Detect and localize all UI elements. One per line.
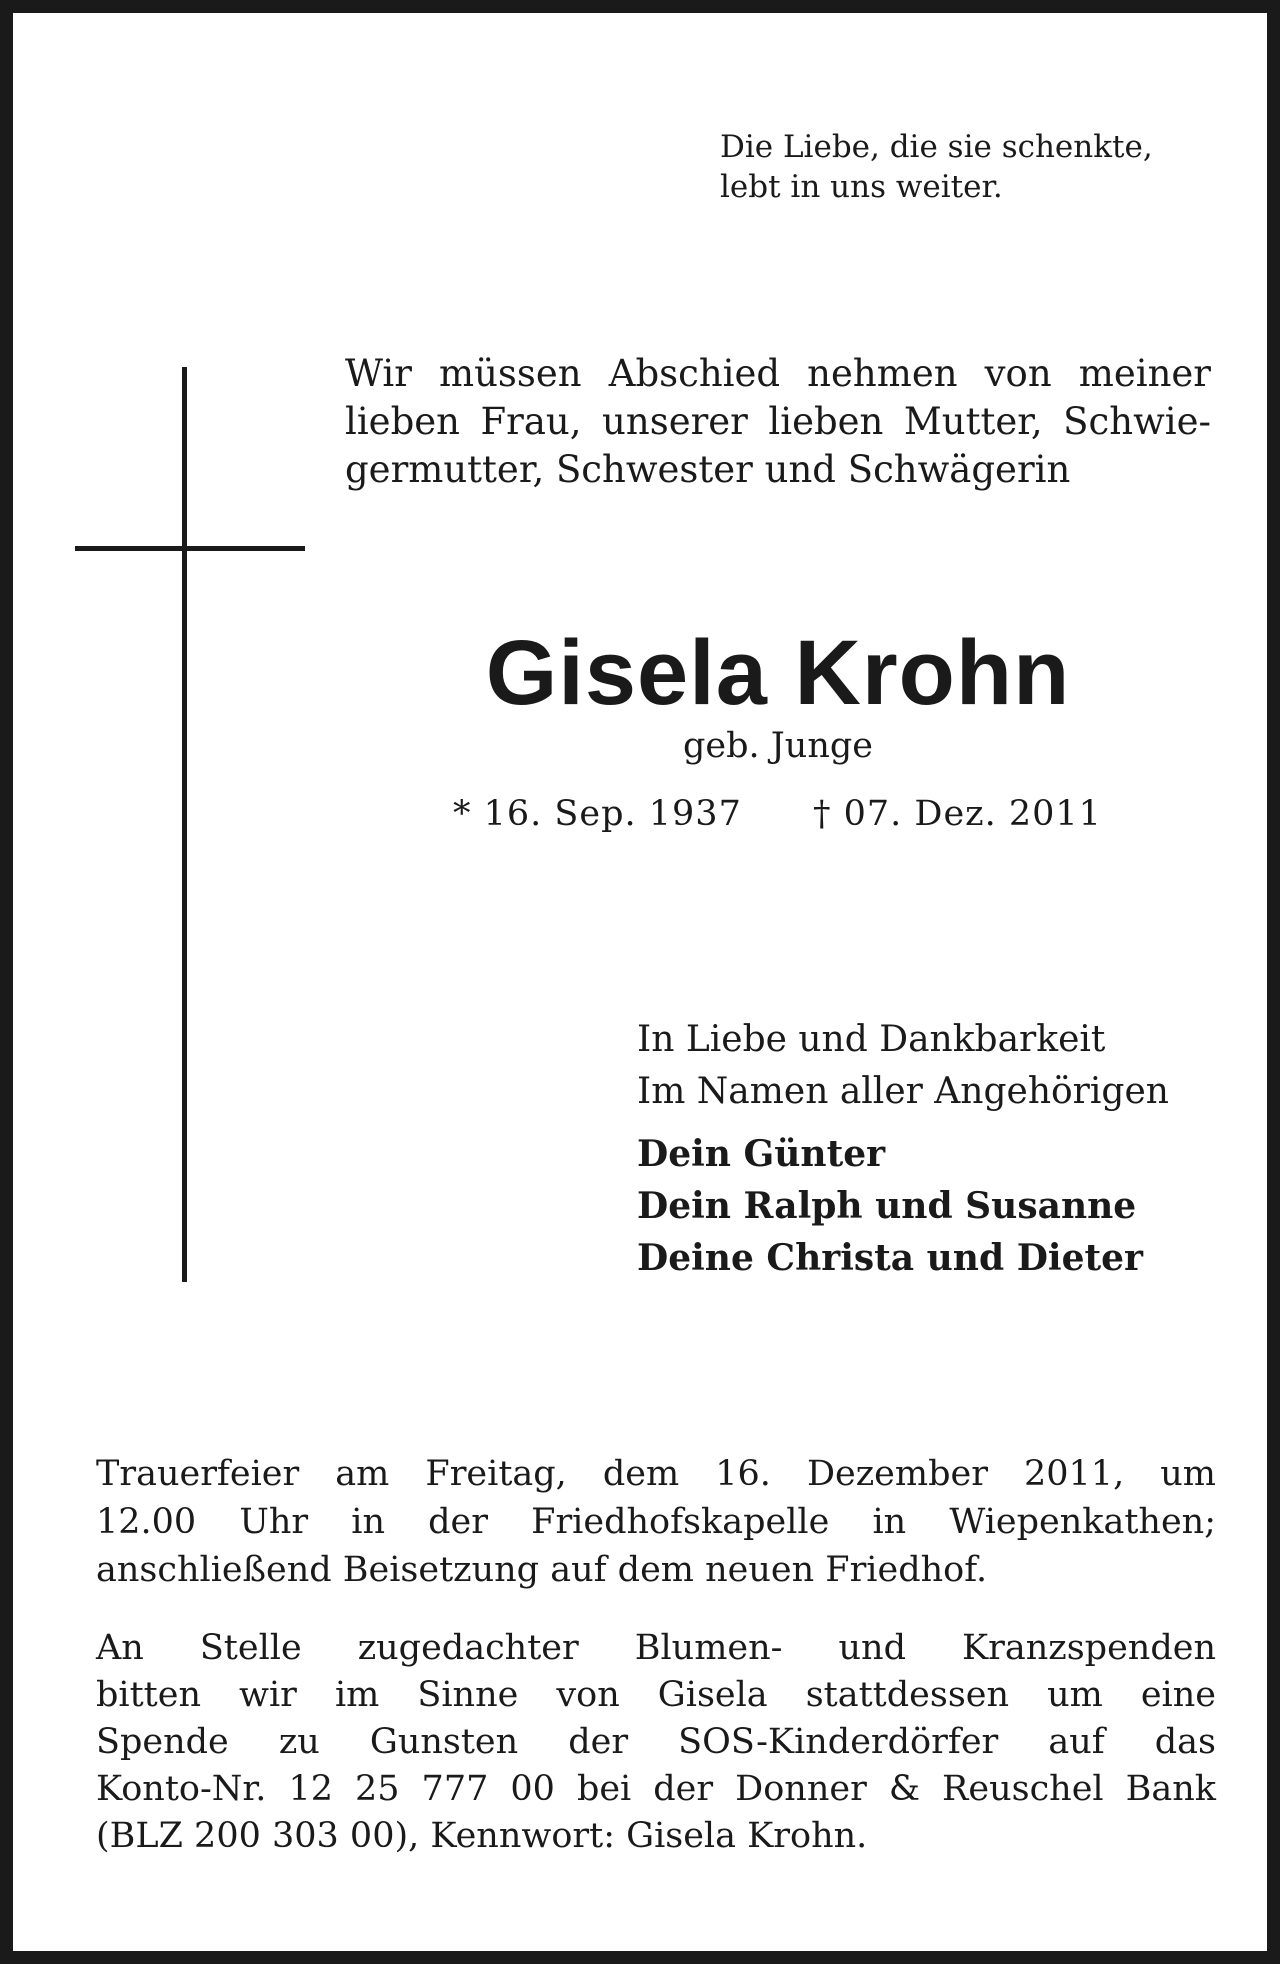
closing-line: In Liebe und Dankbarkeit [637, 1019, 1106, 1060]
farewell-intro [345, 350, 1211, 494]
intro-line: lieben Frau, unserer lieben Mutter, Schwie- [345, 400, 1211, 443]
motto-line: Die Liebe, die sie schenkte, [720, 129, 1153, 165]
cross-horizontal-bar [75, 546, 305, 551]
death-date: † 07. Dez. 2011 [813, 794, 1102, 834]
signer-name: Dein Ralph und Susanne [637, 1185, 1137, 1227]
birth-date: * 16. Sep. 1937 [453, 794, 742, 834]
funeral-line: 12.00 Uhr in der Friedhofskapelle in Wiepenkathen; [96, 1502, 1216, 1542]
funeral-details [96, 1450, 1216, 1594]
signer-name: Deine Christa und Dieter [637, 1237, 1143, 1279]
motto-quote [720, 127, 1153, 207]
motto-line: lebt in uns weiter. [720, 169, 1003, 205]
birth-name: geb. Junge [682, 726, 873, 766]
donation-line: (BLZ 200 303 00), Kennwort: Gisela Krohn. [96, 1816, 868, 1856]
intro-line: germutter, Schwester und Schwägerin [345, 448, 1071, 491]
closing-lines [637, 1014, 1169, 1118]
intro-line: Wir müssen Abschied nehmen von meiner [345, 352, 1211, 395]
donation-line: An Stelle zugedachter Blumen- und Kranzspenden [96, 1628, 1216, 1668]
donation-line: Spende zu Gunsten der SOS-Kinderdörfer auf das [96, 1722, 1216, 1762]
donation-request [96, 1625, 1216, 1860]
donation-line: bitten wir im Sinne von Gisela stattdessen um eine [96, 1675, 1216, 1715]
donation-line: Konto-Nr. 12 25 777 00 bei der Donner & Reuschel Bank [96, 1769, 1216, 1809]
cross-vertical-bar [182, 367, 187, 1282]
closing-line: Im Namen aller Angehörigen [637, 1071, 1169, 1112]
signer-name: Dein Günter [637, 1133, 886, 1175]
funeral-line: anschließend Beisetzung auf dem neuen Friedhof. [96, 1550, 988, 1590]
funeral-line: Trauerfeier am Freitag, dem 16. Dezember 2011, um [96, 1454, 1216, 1494]
deceased-name: Gisela Krohn [485, 622, 1071, 724]
